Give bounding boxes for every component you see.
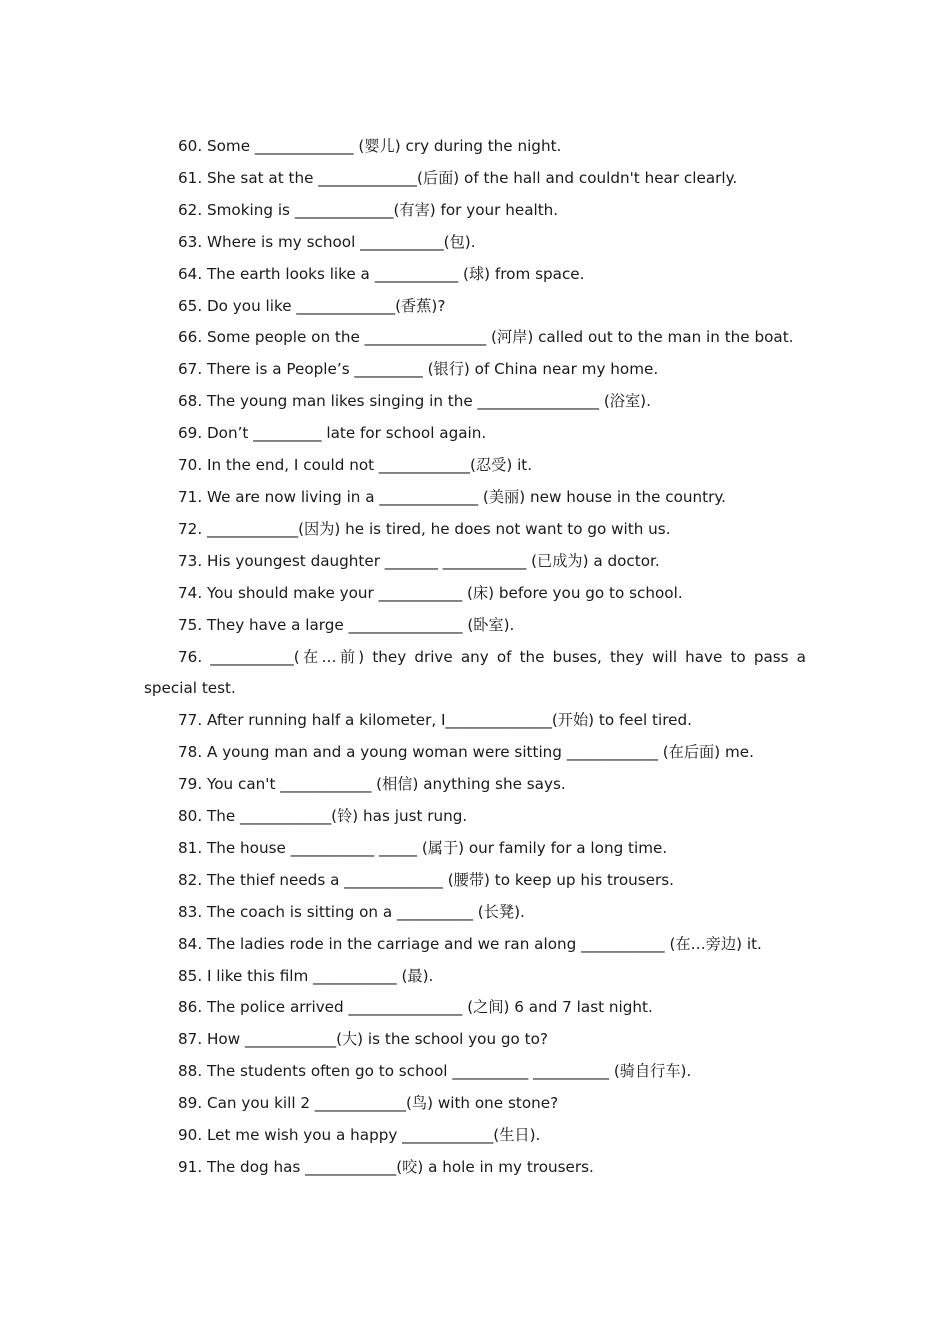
exercise-item: 64. The earth looks like a ___________ (球) from space. <box>178 264 585 283</box>
exercise-item: 91. The dog has ____________(咬) a hole in my trousers. <box>178 1158 594 1176</box>
exercise-item: 63. Where is my school ___________(包). <box>178 232 476 251</box>
exercise-item: 80. The ____________(铃) has just rung. <box>178 807 468 826</box>
exercise-item: 74. You should make your ___________ (床) before you go to school. <box>178 583 683 602</box>
exercise-item: 81. The house ___________ _____ (属于) our family for a long time. <box>178 838 668 857</box>
exercise-item: 62. Smoking is _____________(有害) for your health. <box>178 200 559 219</box>
exercise-item: 78. A young man and a young woman were sitting ____________ (在后面) me. <box>178 743 754 762</box>
exercise-item: 86. The police arrived _______________ (之间) 6 and 7 last night. <box>178 998 653 1017</box>
exercise-item: 72. ____________(因为) he is tired, he does not want to go with us. <box>178 519 671 538</box>
exercise-item: 87. How ____________(大) is the school you go to? <box>178 1030 548 1049</box>
exercise-item: 85. I like this film ___________ (最). <box>178 966 434 985</box>
exercise-item: 70. In the end, I could not ____________(忍受) it. <box>178 456 533 475</box>
exercise-item: 83. The coach is sitting on a __________ (长凳). <box>178 902 525 921</box>
exercise-item: 84. The ladies rode in the carriage and we ran along ___________ (在…旁边) it. <box>178 934 762 953</box>
exercise-list <box>144 131 811 1184</box>
exercise-item: 77. After running half a kilometer, I______________(开始) to feel tired. <box>178 711 692 730</box>
exercise-item: 79. You can't ____________ (相信) anything she says. <box>178 775 566 794</box>
exercise-item: 89. Can you kill 2 ____________(鸟) with one stone? <box>178 1094 559 1113</box>
exercise-item: 68. The young man likes singing in the ________________ (浴室). <box>178 392 651 411</box>
exercise-item: 61. She sat at the _____________(后面) of the hall and couldn't hear clearly. <box>178 168 738 187</box>
exercise-item: 90. Let me wish you a happy ____________(生日). <box>178 1126 541 1145</box>
exercise-item: 71. We are now living in a _____________ (美丽) new house in the country. <box>178 487 726 506</box>
exercise-item: 75. They have a large _______________ (卧室). <box>178 615 515 634</box>
exercise-item: 88. The students often go to school __________ __________ (骑自行车). <box>178 1062 692 1081</box>
exercise-item: 60. Some _____________ (婴儿) cry during the night. <box>178 137 562 155</box>
exercise-item: 65. Do you like _____________(香蕉)? <box>178 296 446 315</box>
exercise-item: 82. The thief needs a _____________ (腰带) to keep up his trousers. <box>178 870 674 889</box>
exercise-item: 66. Some people on the ________________ (河岸) called out to the man in the boat. <box>178 328 794 347</box>
exercise-item: 76. ___________(在…前) they drive any of the buses, they will have to pass a special test. <box>144 647 811 698</box>
exercise-item: 67. There is a People’s _________ (银行) of China near my home. <box>178 360 659 379</box>
exercise-item: 73. His youngest daughter _______ ___________ (已成为) a doctor. <box>178 551 660 570</box>
exercise-item: 69. Don’t _________ late for school again. <box>178 424 487 443</box>
